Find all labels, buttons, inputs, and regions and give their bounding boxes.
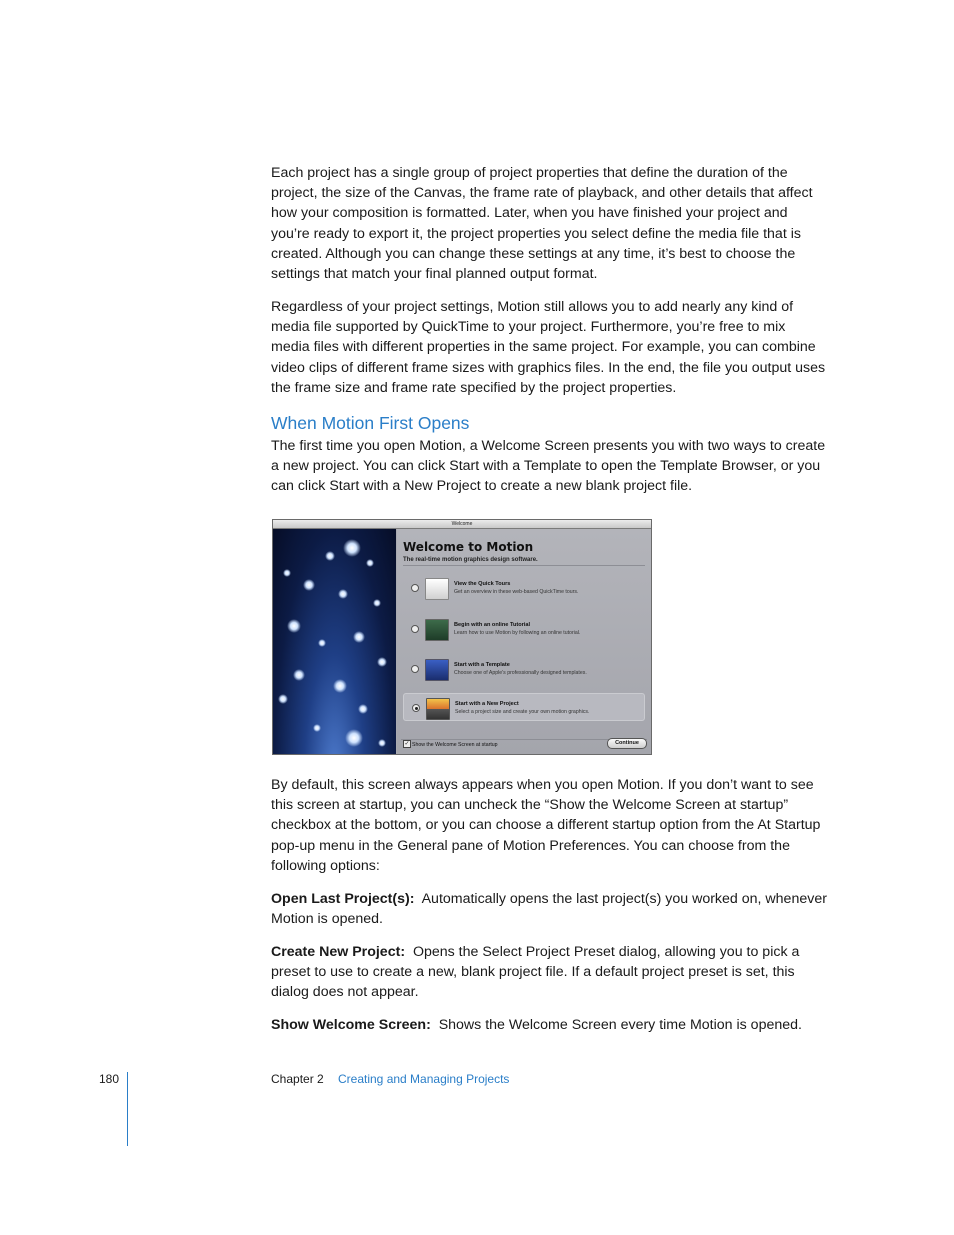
star-glow: [325, 551, 335, 561]
star-glow: [318, 639, 326, 647]
option-definition-show-welcome: [271, 1015, 827, 1035]
option-definition-open-last: [271, 889, 827, 929]
chapter-title: Creating and Managing Projects: [338, 1072, 510, 1086]
welcome-panel: [397, 529, 651, 754]
star-glow: [378, 739, 386, 747]
definition-term: Show Welcome Screen:: [271, 1017, 431, 1033]
paragraph-text: The first time you open Motion, a Welcome Screen presents you with two ways to create a new project. You can click Start with a Template to open the Template Browser, or you can click Start with a New Project to create a new blank project file.: [271, 438, 826, 495]
definition-term: Open Last Project(s):: [271, 891, 415, 907]
star-glow: [287, 619, 301, 633]
body-paragraph-4: [271, 775, 827, 876]
body-paragraph-1: [271, 163, 827, 284]
option-description: Learn how to use Motion by following an online tutorial.: [454, 630, 581, 636]
definition-text: Shows the Welcome Screen every time Motion is opened.: [438, 1017, 802, 1033]
star-glow: [278, 694, 288, 704]
starfield-image: [273, 529, 396, 755]
startup-checkbox-label: Show the Welcome Screen at startup: [412, 742, 498, 748]
radio-button[interactable]: [411, 584, 419, 592]
body-paragraph-3: [271, 436, 827, 497]
option-title: Start with a New Project: [455, 701, 519, 707]
option-description: Get an overview in these web-based QuickTime tours.: [454, 589, 579, 595]
welcome-title: Welcome to Motion: [403, 540, 534, 554]
option-template[interactable]: [403, 655, 645, 683]
option-new-project[interactable]: [403, 693, 645, 721]
page-number: 180: [99, 1072, 120, 1086]
footer-divider: [127, 1072, 128, 1146]
star-glow: [366, 559, 374, 567]
option-quick-tours[interactable]: [403, 574, 645, 602]
body-paragraph-2: [271, 297, 827, 398]
new-project-thumbnail-icon: [426, 698, 450, 720]
star-glow: [345, 729, 363, 747]
star-glow: [343, 539, 361, 557]
star-glow: [293, 669, 305, 681]
quick-tours-thumbnail-icon: [425, 578, 449, 600]
continue-button[interactable]: Continue: [607, 738, 647, 749]
window-title-bar: Welcome: [273, 520, 651, 529]
star-glow: [303, 579, 315, 591]
option-description: Choose one of Apple's professionally designed templates.: [454, 670, 587, 676]
welcome-subtitle: The real-time motion graphics design software.: [403, 557, 538, 563]
star-glow: [338, 589, 348, 599]
radio-button-selected[interactable]: [412, 704, 420, 712]
paragraph-text: Regardless of your project settings, Motion still allows you to add nearly any kind of media file supported by QuickTime to your project. Furthermore, you’re free to mix media files with different properties in the same project. For example, you can combine video clips of different frame sizes with graphics files. In the end, the file you output uses the frame size and frame rate specified by the project properties.: [271, 299, 826, 396]
option-definition-create-new: [271, 942, 827, 1003]
definition-text: Opens the Select Project Preset dialog, allowing you to pick a preset to use to create a new, blank project file. If a default project preset is set, this dialog does not appear.: [271, 944, 800, 1001]
template-thumbnail-icon: [425, 659, 449, 681]
tutorial-thumbnail-icon: [425, 619, 449, 641]
option-title: Begin with an online Tutorial: [454, 622, 531, 628]
chapter-label: Chapter 2: [271, 1072, 324, 1086]
star-glow: [358, 704, 368, 714]
star-glow: [353, 631, 365, 643]
option-online-tutorial[interactable]: [403, 615, 645, 643]
star-glow: [373, 599, 381, 607]
option-description: Select a project size and create your own motion graphics.: [455, 709, 590, 715]
option-title: View the Quick Tours: [454, 581, 511, 587]
paragraph-text: By default, this screen always appears when you open Motion. If you don’t want to see this screen at startup, you can uncheck the “Show the Welcome Screen at startup” checkbox at the bottom, or you can choose a different startup option from the At Startup pop-up menu in the General pane of Motion Preferences. You can choose from the following options:: [271, 777, 821, 874]
star-glow: [313, 724, 321, 732]
welcome-screen-figure: [272, 519, 652, 755]
section-heading: When Motion First Opens: [271, 413, 470, 433]
radio-button[interactable]: [411, 665, 419, 673]
radio-button[interactable]: [411, 625, 419, 633]
startup-checkbox[interactable]: ✓: [404, 741, 410, 747]
definition-text: Automatically opens the last project(s) you worked on, whenever Motion is opened.: [271, 891, 827, 928]
definition-term: Create New Project:: [271, 944, 406, 960]
paragraph-text: Each project has a single group of project properties that define the duration of the project, the size of the Canvas, the frame rate of playback, and other details that affect how your composition is formatted. Later, when you have finished your project and you’re ready to export it, the project properties you select define the media file that is created. Although you can change these settings at any time, it’s best to choose the settings that match your final planned output format.: [271, 165, 813, 283]
star-glow: [333, 679, 347, 693]
option-title: Start with a Template: [454, 662, 510, 668]
star-glow: [283, 569, 291, 577]
divider: [403, 565, 645, 566]
star-glow: [377, 657, 387, 667]
